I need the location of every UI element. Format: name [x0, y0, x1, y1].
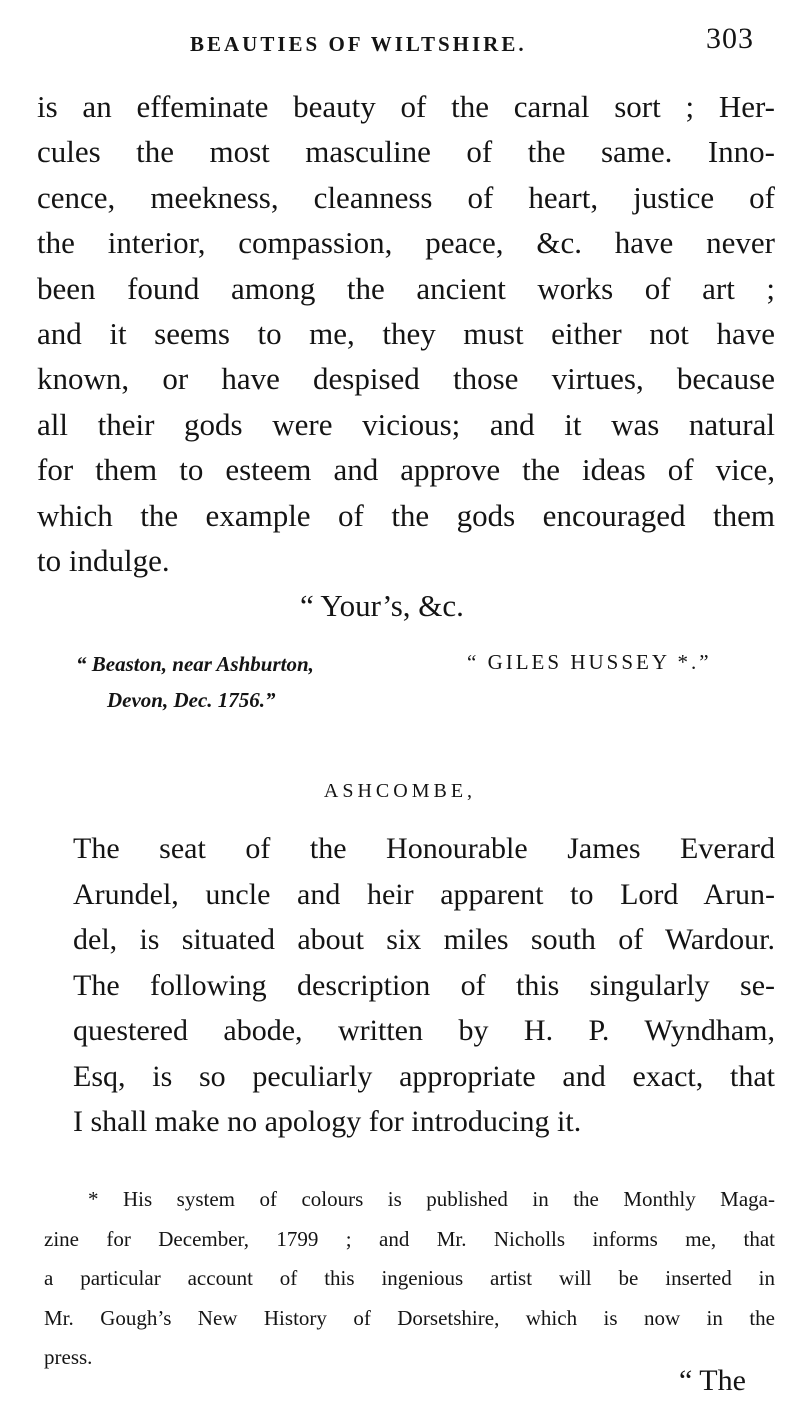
footnote-line: zine for December, 1799 ; and Mr. Nicholls informs me, that — [44, 1226, 775, 1251]
running-head — [0, 22, 800, 72]
footnote-line: * His system of colours is published in the Monthly Maga- — [88, 1187, 775, 1211]
section-line: del, is situated about six miles south of Wardour. — [73, 923, 775, 956]
letter-line: known, or have despised those virtues, because — [37, 361, 775, 397]
page-number: 303 — [706, 22, 754, 55]
letter-line: the interior, compassion, peace, &c. have never — [37, 225, 775, 261]
letter-address — [76, 646, 314, 718]
letter-line: cence, meekness, cleanness of heart, justice of — [37, 179, 775, 215]
section-body — [73, 826, 775, 1145]
letter-line: been found among the ancient works of art ; — [37, 270, 775, 306]
section-line: The following description of this singularly se- — [73, 968, 775, 1002]
letter-line: cules the most masculine of the same. Inno- — [37, 134, 775, 170]
footnote-line: press. — [44, 1345, 93, 1369]
letter-signature: “ GILES HUSSEY *.” — [467, 650, 712, 674]
address-line: “ Beaston, near Ashburton, — [76, 652, 314, 676]
footnote-line: Mr. Gough’s New History of Dorsetshire, which is now in the — [44, 1305, 775, 1330]
running-title: BEAUTIES OF WILTSHIRE. — [190, 32, 527, 56]
letter-line: which the example of the gods encouraged them — [37, 497, 775, 533]
section-line: Esq, is so peculiarly appropriate and exact, that — [73, 1059, 775, 1093]
catchword: “ The — [679, 1364, 746, 1397]
section-line: Arundel, uncle and heir apparent to Lord Arun- — [73, 877, 775, 911]
section-line: questered abode, written by H. P. Wyndham, — [73, 1014, 775, 1047]
letter-line: and it seems to me, they must either not have — [37, 315, 775, 351]
section-line: I shall make no apology for introducing it. — [73, 1105, 582, 1138]
letter-body — [37, 84, 775, 583]
letter-line: to indulge. — [37, 542, 170, 578]
section-heading: ASHCOMBE, — [323, 780, 477, 802]
letter-line: for them to esteem and approve the ideas of vice, — [37, 452, 775, 488]
letter-line: is an effeminate beauty of the carnal sort ; Her- — [37, 89, 775, 124]
valediction: “ Your’s, &c. — [300, 588, 464, 623]
section-line: The seat of the Honourable James Everard — [73, 832, 775, 865]
footnote — [44, 1180, 775, 1378]
footnote-line: a particular account of this ingenious artist will be inserted in — [44, 1266, 775, 1290]
letter-line: all their gods were vicious; and it was natural — [37, 406, 775, 442]
address-line: Devon, Dec. 1756.” — [107, 688, 276, 712]
